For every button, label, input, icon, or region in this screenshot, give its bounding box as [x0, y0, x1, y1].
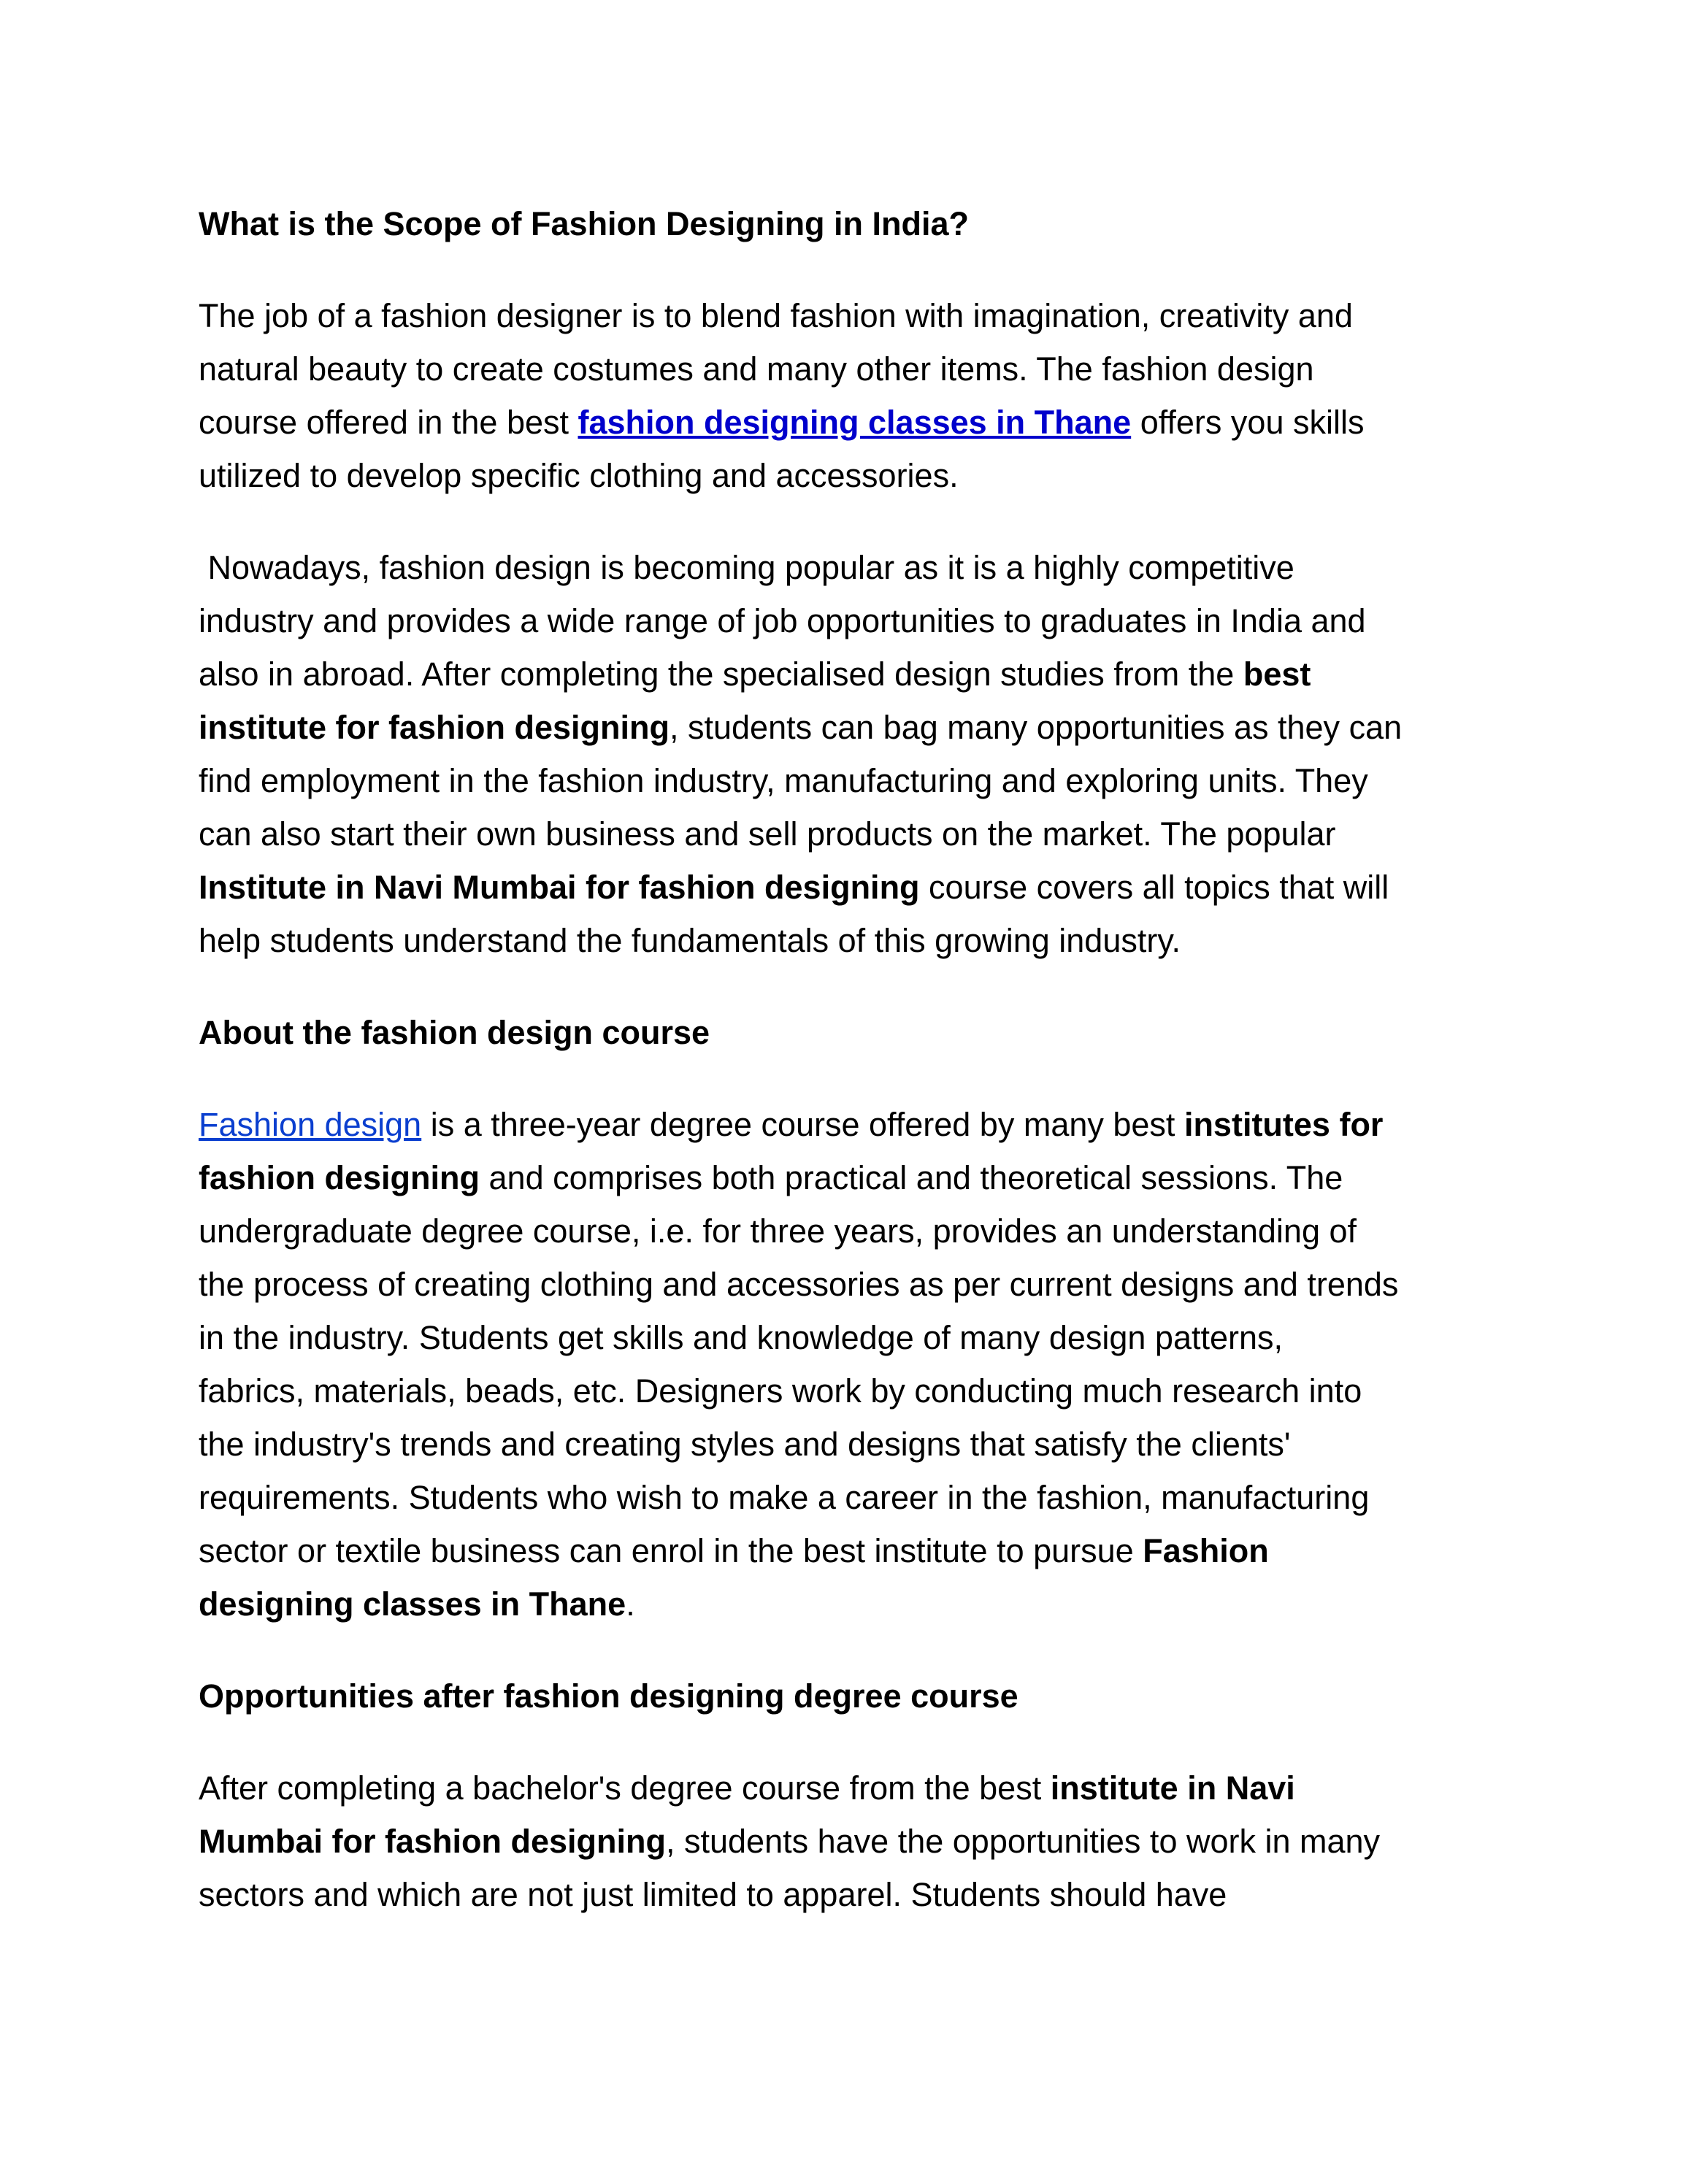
bold-span: institute in Navi	[1050, 1769, 1295, 1807]
bold-span: designing classes in Thane	[199, 1585, 626, 1623]
text-line: undergraduate degree course, i.e. for three years, provides an understanding of	[199, 1212, 1357, 1250]
text-line: utilized to develop specific clothing and accessories.	[199, 457, 959, 494]
text-line: Nowadays, fashion design is becoming popular as it is a highly competitive	[199, 549, 1294, 586]
text-line: natural beauty to create costumes and many other items. The fashion design	[199, 350, 1314, 388]
text-span: course offered in the best	[199, 404, 578, 441]
fashion-design-link[interactable]: Fashion design	[199, 1106, 422, 1143]
section-heading-about: About the fashion design course	[199, 1014, 710, 1051]
page-title-block	[199, 197, 1505, 250]
paragraph-opportunities	[199, 1761, 1505, 1921]
paragraph-nowadays	[199, 541, 1505, 967]
bold-span: best	[1243, 655, 1311, 693]
text-line: The job of a fashion designer is to blend fashion with imagination, creativity and	[199, 297, 1353, 334]
text-line: the industry's trends and creating styles and designs that satisfy the clients'	[199, 1426, 1291, 1463]
text-line: help students understand the fundamentals of this growing industry.	[199, 922, 1181, 959]
text-line	[199, 1524, 1505, 1577]
text-line: can also start their own business and sell products on the market. The popular	[199, 815, 1336, 853]
text-line: fabrics, materials, beads, etc. Designers work by conducting much research into	[199, 1372, 1362, 1410]
text-line	[199, 1815, 1505, 1868]
text-span: is a three-year degree course offered by many best	[421, 1106, 1184, 1143]
bold-span: fashion designing	[199, 1159, 480, 1196]
text-line	[199, 861, 1505, 914]
text-line: sectors and which are not just limited to apparel. Students should have	[199, 1876, 1227, 1913]
text-line	[199, 1577, 1505, 1631]
text-line	[199, 1098, 1505, 1151]
fashion-classes-thane-link[interactable]: fashion designing classes in Thane	[578, 404, 1132, 441]
text-line: the process of creating clothing and accessories as per current designs and trends	[199, 1266, 1399, 1303]
text-line	[199, 1151, 1505, 1204]
text-span: , students can bag many opportunities as they can	[670, 709, 1403, 746]
text-line: requirements. Students who wish to make a career in the fashion, manufacturing	[199, 1479, 1370, 1516]
text-span: offers you skills	[1131, 404, 1365, 441]
section-heading-opportunities-block	[199, 1669, 1505, 1723]
text-span: and comprises both practical and theoretical sessions. The	[480, 1159, 1343, 1196]
text-span: After completing a bachelor's degree course from the best	[199, 1769, 1051, 1807]
text-line: find employment in the fashion industry, manufacturing and exploring units. They	[199, 762, 1368, 799]
bold-span: institute for fashion designing	[199, 709, 670, 746]
text-line: industry and provides a wide range of job opportunities to graduates in India and	[199, 602, 1366, 639]
text-line	[199, 1761, 1505, 1815]
paragraph-intro	[199, 289, 1505, 502]
text-line	[199, 396, 1505, 449]
paragraph-about	[199, 1098, 1505, 1631]
text-line	[199, 647, 1505, 701]
text-span: sector or textile business can enrol in the best institute to pursue	[199, 1532, 1143, 1569]
text-span: .	[626, 1585, 635, 1623]
text-line	[199, 701, 1505, 754]
section-heading-opportunities: Opportunities after fashion designing degree course	[199, 1677, 1018, 1715]
bold-span: Fashion	[1143, 1532, 1269, 1569]
text-span: also in abroad. After completing the specialised design studies from the	[199, 655, 1243, 693]
page-title: What is the Scope of Fashion Designing in India?	[199, 205, 970, 242]
document-page	[199, 197, 1505, 1960]
section-heading-about-block	[199, 1006, 1505, 1059]
bold-span: Mumbai for fashion designing	[199, 1823, 666, 1860]
text-span: , students have the opportunities to work in many	[666, 1823, 1381, 1860]
text-line: in the industry. Students get skills and knowledge of many design patterns,	[199, 1319, 1284, 1356]
bold-span: institutes for	[1183, 1106, 1384, 1143]
bold-span: Institute in Navi Mumbai for fashion designing	[199, 869, 920, 906]
text-span: course covers all topics that will	[919, 869, 1389, 906]
